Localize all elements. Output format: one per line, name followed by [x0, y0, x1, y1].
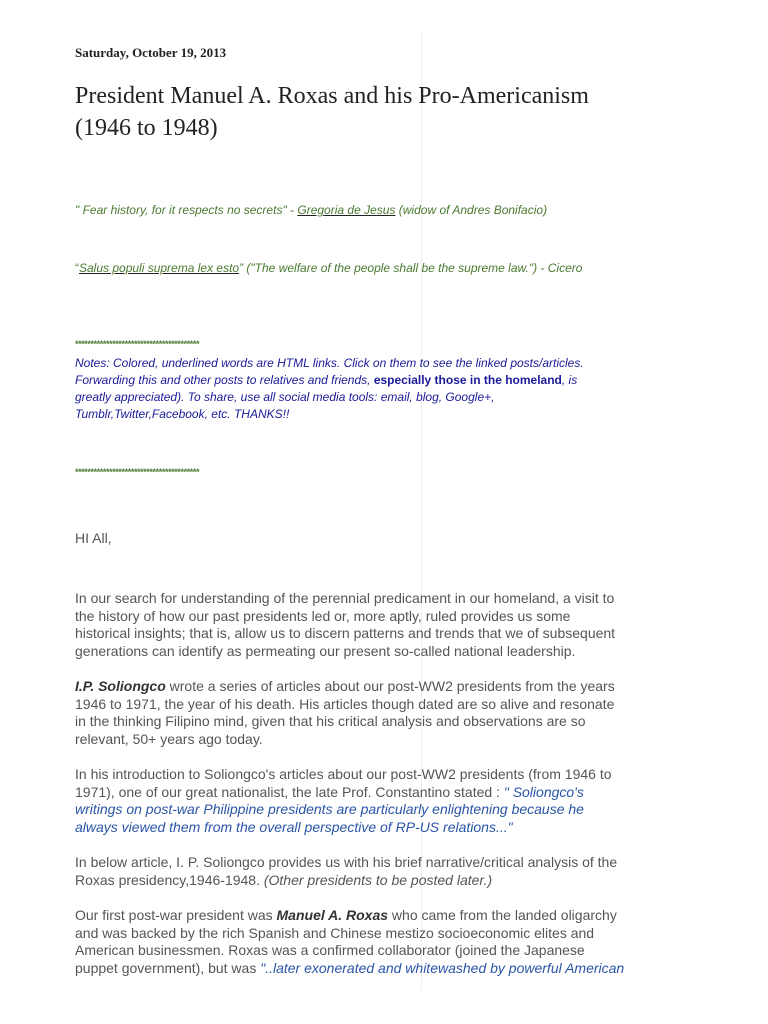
- notes-line-2: [75, 372, 645, 389]
- soliongco-name: I.P. Soliongco: [75, 678, 166, 694]
- quote-cicero: [75, 261, 582, 275]
- presidents-note: (Other presidents to be posted later.): [263, 871, 493, 888]
- paragraph-below-article: [75, 854, 655, 889]
- gregoria-de-jesus-link[interactable]: Gregoria de Jesus: [297, 203, 396, 217]
- paragraph-below-article-text: Roxas presidency,1946-1948.: [75, 871, 264, 888]
- roxas-name: Manuel A. Roxas: [276, 907, 389, 923]
- paragraph-soliongco-line: relevant, 50+ years ago today.: [75, 730, 263, 747]
- paragraph-soliongco-text: wrote a series of articles about our post-WW2 presidents from the years: [165, 678, 615, 694]
- constantino-quote-start: " Soliongco's: [503, 783, 584, 800]
- quote-gregoria-text: " Fear history, for it respects no secrets" -: [75, 203, 298, 217]
- paragraph-roxas-line: American businessmen. Roxas was a confirmed collaborator (joined the Japanese: [75, 942, 585, 958]
- paragraph-roxas-text: who came from the landed oligarchy: [388, 907, 617, 923]
- paragraph-soliongco-line: 1946 to 1971, the year of his death. His articles though dated are so alive and resonate: [75, 695, 615, 712]
- paragraph-roxas-text: Our first post-war president was: [75, 907, 277, 923]
- post-title-line-2: (1946 to 1948): [75, 115, 218, 141]
- paragraph-soliongco: [75, 678, 655, 748]
- notes-line-4: Tumblr,Twitter,Facebook, etc. THANKS!!: [75, 407, 290, 421]
- post-title-line-1: President Manuel A. Roxas and his Pro-Americanism: [75, 83, 589, 109]
- salus-populi-link[interactable]: Salus populi suprema lex esto: [79, 261, 240, 275]
- greeting: HI All,: [75, 530, 112, 546]
- paragraph-intro-line: historical insights; that is, allow us to discern patterns and trends that we of subsequent: [75, 625, 616, 641]
- paragraph-constantino-text: 1971), one of our great nationalist, the late Prof. Constantino stated :: [75, 783, 504, 800]
- post-title: [75, 80, 695, 144]
- paragraph-below-article-line: In below article, I. P. Soliongco provides us with his brief narrative/critical analysis of the: [75, 854, 618, 870]
- paragraph-below-article-line: [75, 872, 655, 890]
- paragraph-roxas-line: [75, 907, 655, 925]
- paragraph-constantino-line: In his introduction to Soliongco's articles about our post-WW2 presidents (from 1946 to: [75, 766, 612, 782]
- quote-cicero-suffix: ” ("The welfare of the people shall be the supreme law.") - Cicero: [239, 261, 583, 275]
- paragraph-intro-line: generations can identify as permeating our present so-called national leadership.: [75, 642, 576, 659]
- paragraph-constantino: [75, 766, 655, 836]
- paragraph-roxas: [75, 907, 655, 977]
- paragraph-constantino-line: [75, 784, 655, 802]
- separator-top: ****************************************: [75, 339, 200, 349]
- notes-line-1: Notes: Colored, underlined words are HTML links. Click on them to see the linked posts/articles.: [75, 356, 584, 370]
- quote-cicero-open: “: [75, 261, 79, 275]
- notes-line-3: greatly appreciated). To share, use all social media tools: email, blog, Google+,: [75, 390, 495, 404]
- roxas-quote: "..later exonerated and whitewashed by powerful American: [260, 959, 625, 976]
- paragraph-intro: [75, 590, 655, 660]
- constantino-quote-line: always viewed them from the overall perspective of RP-US relations...": [75, 818, 513, 835]
- quote-gregoria: [75, 203, 547, 217]
- paragraph-intro-line: In our search for understanding of the perennial predicament in our homeland, a visit to: [75, 590, 615, 606]
- notes-block: [75, 355, 645, 423]
- paragraph-roxas-line: [75, 960, 655, 978]
- paragraph-roxas-line: and was backed by the rich Spanish and Chinese mestizo socioeconomic elites and: [75, 924, 595, 941]
- notes-emphasis: especially those in the homeland: [373, 373, 562, 387]
- column-divider: [421, 30, 422, 990]
- post-date: Saturday, October 19, 2013: [75, 45, 227, 60]
- separator-bottom: ****************************************: [75, 467, 200, 477]
- paragraph-roxas-text: puppet government), but was: [75, 959, 261, 976]
- paragraph-intro-line: the history of how our past presidents led or, more aptly, ruled provides us some: [75, 607, 571, 624]
- paragraph-soliongco-line: in the thinking Filipino mind, given that his critical analysis and observations are so: [75, 713, 586, 729]
- constantino-quote-line: writings on post-war Philippine presidents are particularly enlightening because he: [75, 801, 584, 817]
- quote-gregoria-suffix: (widow of Andres Bonifacio): [395, 203, 548, 217]
- notes-line-2-a: Forwarding this and other posts to relatives and friends,: [75, 373, 374, 387]
- notes-line-2-c: , is: [561, 373, 578, 387]
- paragraph-soliongco-line: [75, 678, 655, 696]
